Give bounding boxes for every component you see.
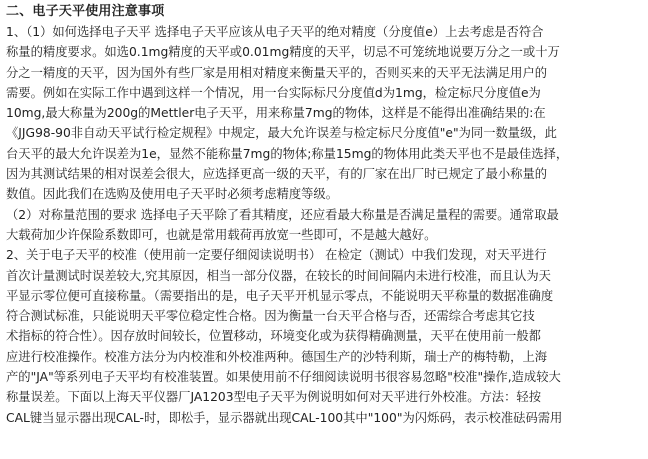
paragraph-line: 大载荷加少许保险系数即可，也就是常用载荷再放宽一些即可，不是越大越好。 bbox=[6, 227, 437, 242]
section-heading: 二、电子天平使用注意事项 bbox=[6, 4, 165, 19]
paragraph-line: 2、关于电子天平的校准（使用前一定要仔细阅读说明书） 在检定（测试）中我们发现，对天平进行 bbox=[6, 248, 547, 263]
paragraph-line: 称量误差。下面以上海天平仪器厂JA1203型电子天平为例说明如何对天平进行外校准。方法：轻按 bbox=[6, 390, 541, 405]
paragraph-line: 首次计量测试时误差较大,究其原因，相当一部分仪器，在较长的时间间隔内未进行校准，而且认为天 bbox=[6, 268, 551, 283]
paragraph-line: CAL键当显示器出现CAL-时，即松手，显示器就出现CAL-100其中"100"为闪烁码，表示校准砝码需用 bbox=[6, 410, 563, 425]
paragraph-line: 因为其测试结果的相对误差会很大，应选择更高一级的天平，有的厂家在出厂时已规定了最小称量的 bbox=[6, 167, 548, 182]
paragraph-line: 符合测试标准，只能说明天平零位稳定性合格。因为衡量一台天平合格与否，还需综合考虑其它技 bbox=[6, 309, 535, 324]
paragraph-line: 分之一精度的天平，因为国外有些厂家是用相对精度来衡量天平的，否则买来的天平无法满足用户的 bbox=[6, 65, 548, 80]
paragraph-line: 应进行校准操作。校准方法分为内校准和外校准两种。德国生产的沙特利斯，瑞士产的梅特勒，上海 bbox=[6, 349, 548, 364]
paragraph-line: 《JJG98-90非自动天平试行检定规程》中规定，最大允许误差与检定标尺分度值"e"为同一数量级，此 bbox=[6, 126, 557, 141]
paragraph-line: （2）对称量范围的要求 选择电子天平除了看其精度，还应看最大称量是否满足量程的需要。通常取最 bbox=[6, 207, 559, 222]
paragraph-line: 称量的精度要求。如选0.1mg精度的天平或0.01mg精度的天平，切忌不可笼统地说要万分之一或十万 bbox=[6, 45, 560, 60]
paragraph-line: 数值。因此我们在选购及使用电子天平时必须考虑精度等级。 bbox=[6, 187, 339, 202]
paragraph-line: 台天平的最大允许误差为1e，显然不能称量7mg的物体;称量15mg的物体用此类天平也不是最佳选择， bbox=[6, 146, 569, 161]
paragraph-line: 10mg,最大称量为200g的Mettler电子天平，用来称量7mg的物体，这样是不能得出准确结果的:在 bbox=[6, 106, 546, 121]
paragraph-line: 产的"JA"等系列电子天平均有校准装置。如果使用前不仔细阅读说明书很容易忽略"校准"操作,造成较大 bbox=[6, 370, 561, 385]
article-body bbox=[6, 2, 646, 428]
paragraph-line: 平显示零位便可直接称量。（需要指出的是，电子天平开机显示零点，不能说明天平称量的数据准确度 bbox=[6, 288, 554, 303]
paragraph-line: 1、（1）如何选择电子天平 选择电子天平应该从电子天平的绝对精度（分度值e）上去考虑是否符合 bbox=[6, 25, 544, 39]
paragraph-line: 需要。例如在实际工作中遇到这样一个情况，用一台实际标尺分度值d为1mg，检定标尺分度值e为 bbox=[6, 85, 541, 100]
paragraph-line: 术指标的符合性）。因存放时间较长，位置移动，环境变化或为获得精确测量，天平在使用前一般都 bbox=[6, 329, 541, 344]
